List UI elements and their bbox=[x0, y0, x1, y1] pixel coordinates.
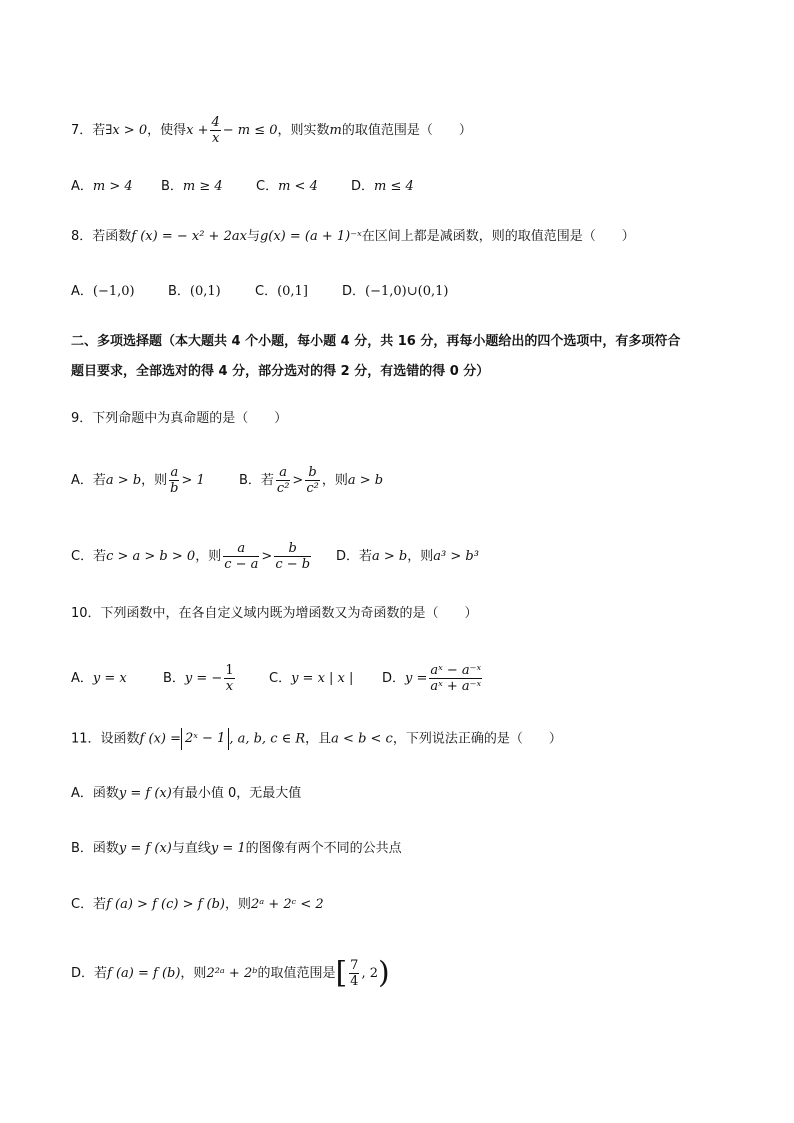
q8-options bbox=[71, 282, 448, 302]
text: ，则 bbox=[407, 549, 434, 564]
math: a > b bbox=[347, 473, 384, 488]
q10-option-c[interactable] bbox=[269, 669, 382, 689]
frac-den: c² bbox=[276, 481, 290, 496]
option-label: B． bbox=[161, 179, 183, 194]
q7-frac-den: x bbox=[211, 131, 220, 146]
fraction bbox=[305, 465, 320, 496]
option-label: C． bbox=[256, 179, 279, 194]
q7-text-3: 的取值范围是（ ） bbox=[341, 123, 472, 138]
math: a > b bbox=[372, 549, 408, 564]
q11-option-a[interactable] bbox=[71, 784, 301, 804]
option-label: A．若 bbox=[71, 473, 106, 488]
option-value: m > 4 bbox=[92, 179, 133, 194]
q7-fraction bbox=[210, 115, 220, 146]
math: > bbox=[261, 549, 273, 564]
option-label: A． bbox=[71, 284, 93, 299]
question-9: 9．下列命题中为真命题的是（ ） bbox=[71, 411, 288, 426]
math: y = x bbox=[92, 671, 127, 686]
math: y = x | x | bbox=[291, 671, 354, 686]
option-label: D．若 bbox=[336, 549, 373, 564]
section-2-heading-line-1: 二、多项选择题（本大题共 4 个小题，每小题 4 分，共 16 分，再每小题给出的四个选项中，有多项符合 bbox=[71, 334, 681, 349]
q7-option-a[interactable] bbox=[71, 177, 161, 197]
frac-num: b bbox=[274, 541, 311, 557]
q7-math-m: m bbox=[329, 123, 342, 138]
option-value: m < 4 bbox=[278, 179, 318, 194]
text: ，则 bbox=[195, 549, 222, 564]
q7-frac-num: 4 bbox=[211, 115, 220, 130]
fraction bbox=[274, 541, 311, 572]
frac-num: b bbox=[305, 465, 320, 481]
frac-num: a bbox=[223, 541, 259, 557]
math: f (a) = f (b) bbox=[107, 966, 181, 981]
right-paren: ) bbox=[378, 955, 390, 991]
left-bracket: [ bbox=[335, 955, 348, 991]
option-value: (0,1) bbox=[189, 284, 221, 299]
frac-den: b bbox=[170, 481, 179, 496]
math: c > a > b > 0 bbox=[106, 549, 196, 564]
text: 的图像有两个不同的公共点 bbox=[245, 841, 402, 856]
q7-option-b[interactable] bbox=[161, 177, 256, 197]
question-10: 10．下列函数中，在各自定义域内既为增函数又为奇函数的是（ ） bbox=[71, 606, 478, 621]
q8-option-b[interactable] bbox=[168, 282, 255, 302]
frac-num: 1 bbox=[225, 663, 234, 678]
q8-option-a[interactable] bbox=[71, 282, 168, 302]
q7-number: 7．若 bbox=[71, 123, 106, 138]
option-label: B．若 bbox=[239, 473, 274, 488]
option-label: A．函数 bbox=[71, 786, 119, 801]
q11-math-order: a < b < c bbox=[331, 731, 393, 747]
q9-options-cd bbox=[71, 541, 479, 572]
frac-den: c − a bbox=[224, 557, 259, 572]
q11-math-f: f (x) = bbox=[139, 731, 181, 747]
fraction bbox=[276, 465, 291, 496]
math: y = bbox=[405, 671, 428, 686]
q11-option-c[interactable] bbox=[71, 895, 324, 915]
frac-den: c − b bbox=[275, 557, 311, 572]
fraction bbox=[429, 663, 482, 694]
q8-text-2: 在区间上都是减函数，则的取值范围是（ ） bbox=[361, 229, 635, 244]
option-label: B． bbox=[163, 671, 185, 686]
q9-option-c[interactable] bbox=[71, 541, 336, 572]
option-label: B．函数 bbox=[71, 841, 119, 856]
q10-option-a[interactable] bbox=[71, 669, 163, 689]
q7-math-x-plus: x + bbox=[186, 123, 209, 138]
q10-option-d[interactable] bbox=[382, 663, 484, 694]
q10-option-b[interactable] bbox=[163, 663, 269, 694]
fraction bbox=[223, 541, 259, 572]
q8-math-f: f (x) = − x² + 2ax bbox=[131, 229, 247, 244]
q11-abs-value: 2ˣ − 1 bbox=[181, 728, 229, 750]
q11-number: 11．设函数 bbox=[71, 731, 140, 747]
q11-math-abc: , a, b, c ∈ R bbox=[229, 731, 306, 747]
q11-option-d[interactable] bbox=[71, 955, 390, 991]
math: > 1 bbox=[181, 473, 205, 488]
math: y = − bbox=[184, 671, 223, 686]
math: 2²ᵃ + 2ᵇ bbox=[206, 966, 258, 981]
q7-option-d[interactable] bbox=[351, 177, 414, 197]
frac-num: a bbox=[170, 465, 179, 480]
option-value: (−1,0) bbox=[92, 284, 135, 299]
option-label: A． bbox=[71, 179, 93, 194]
q8-number: 8．若函数 bbox=[71, 229, 132, 244]
q9-option-a[interactable] bbox=[71, 465, 239, 496]
question-11 bbox=[71, 728, 562, 750]
frac-den: c² bbox=[306, 481, 319, 496]
section-2-heading-line-2: 题目要求，全部选对的得 4 分，部分选对的得 2 分，有选错的得 0 分） bbox=[71, 364, 490, 379]
fraction bbox=[169, 465, 179, 496]
frac-den: 4 bbox=[350, 974, 359, 989]
math: y = f (x) bbox=[118, 786, 172, 801]
q11-text-2: ，下列说法正确的是（ ） bbox=[392, 731, 562, 747]
option-label: D．若 bbox=[71, 966, 108, 981]
text: 与直线 bbox=[171, 841, 211, 856]
math: > bbox=[292, 473, 304, 488]
option-label: C． bbox=[255, 284, 278, 299]
math: 2ᵃ + 2ᶜ < 2 bbox=[251, 897, 324, 912]
option-label: C．若 bbox=[71, 897, 107, 912]
q10-options bbox=[71, 663, 484, 694]
text: ，则 bbox=[321, 473, 348, 488]
option-value: m ≤ 4 bbox=[374, 179, 414, 194]
option-label: D． bbox=[351, 179, 375, 194]
frac-num: a bbox=[276, 465, 291, 481]
fraction bbox=[224, 663, 234, 694]
q7-math-exists: ∃x > 0 bbox=[105, 123, 148, 138]
math: y = 1 bbox=[210, 841, 246, 856]
option-value: (−1,0)∪(0,1) bbox=[365, 284, 449, 299]
math: , 2 bbox=[361, 966, 378, 981]
text: ，则 bbox=[141, 473, 168, 488]
option-label: C． bbox=[269, 671, 292, 686]
q7-option-c[interactable] bbox=[256, 177, 351, 197]
q11-option-b[interactable] bbox=[71, 839, 402, 859]
math: f (a) > f (c) > f (b) bbox=[106, 897, 226, 912]
q7-options bbox=[71, 177, 414, 197]
q9-options-ab bbox=[71, 465, 383, 496]
frac-num: 7 bbox=[350, 958, 359, 973]
math: y = f (x) bbox=[118, 841, 172, 856]
text: 的取值范围是 bbox=[257, 966, 336, 981]
text: 有最小值 0，无最大值 bbox=[171, 786, 302, 801]
frac-den: x bbox=[225, 679, 234, 694]
q9-option-b[interactable] bbox=[239, 465, 383, 496]
math: a > b bbox=[105, 473, 142, 488]
q8-math-g: g(x) = (a + 1)⁻ˣ bbox=[259, 229, 362, 244]
math: a³ > b³ bbox=[433, 549, 479, 564]
q8-text-1: 与 bbox=[246, 229, 260, 244]
text: ，则 bbox=[180, 966, 207, 981]
option-label: A． bbox=[71, 671, 93, 686]
option-label: D． bbox=[382, 671, 406, 686]
q8-option-d[interactable] bbox=[342, 282, 448, 302]
text: ，则 bbox=[225, 897, 252, 912]
q7-text-1: ，使得 bbox=[147, 123, 187, 138]
option-label: D． bbox=[342, 284, 366, 299]
q8-option-c[interactable] bbox=[255, 282, 342, 302]
question-8 bbox=[71, 227, 635, 247]
q9-option-d[interactable] bbox=[336, 547, 479, 567]
option-value: (0,1] bbox=[277, 284, 308, 299]
q11-text-1: ，且 bbox=[305, 731, 332, 747]
frac-num: aˣ − a⁻ˣ bbox=[430, 663, 482, 678]
option-value: m ≥ 4 bbox=[182, 179, 223, 194]
fraction bbox=[349, 958, 359, 989]
q7-math-minus-m: − m ≤ 0 bbox=[222, 123, 278, 138]
q7-text-2: ，则实数 bbox=[277, 123, 330, 138]
option-label: B． bbox=[168, 284, 190, 299]
frac-den: aˣ + a⁻ˣ bbox=[430, 679, 482, 694]
question-7 bbox=[71, 115, 472, 146]
option-label: C．若 bbox=[71, 549, 107, 564]
